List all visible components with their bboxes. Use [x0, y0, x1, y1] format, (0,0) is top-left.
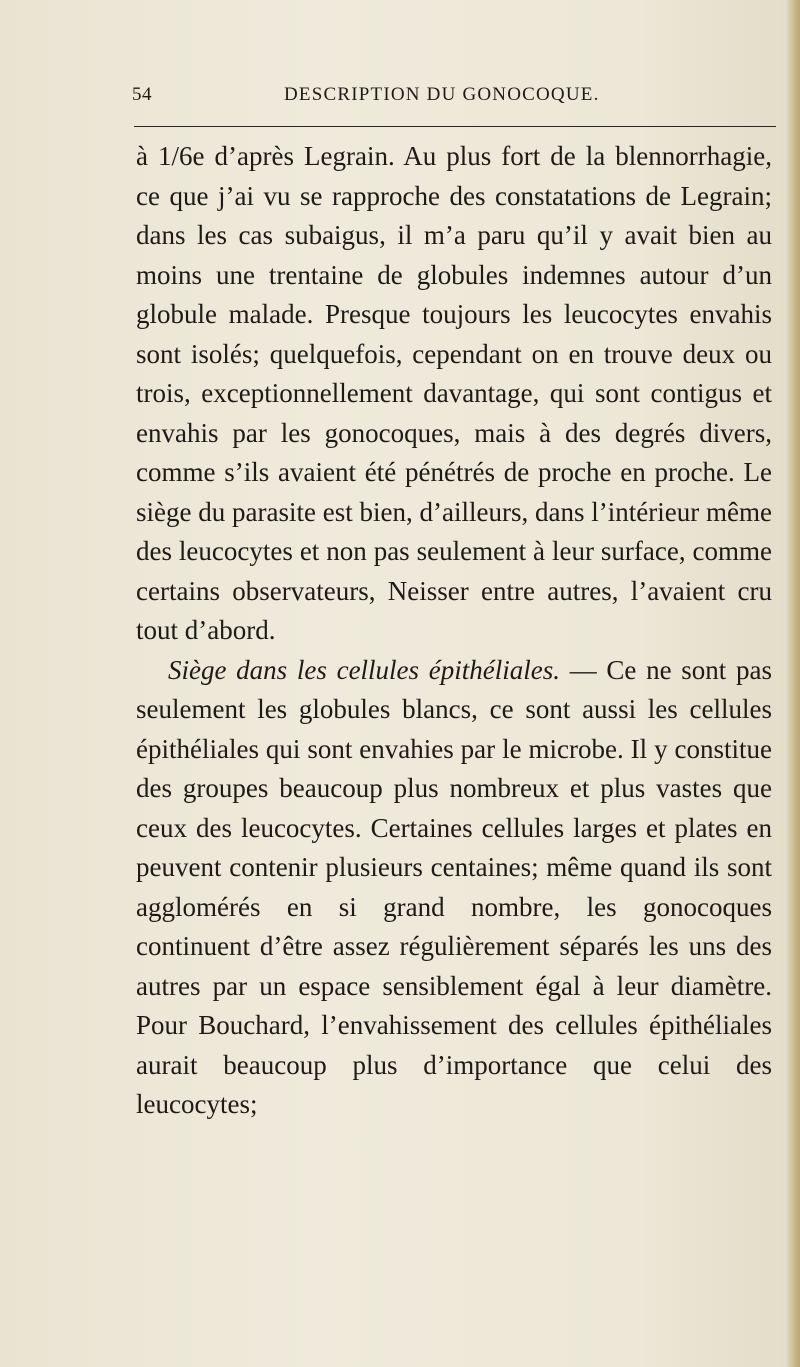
paragraph-text: — Ce ne sont pas seulement les globules blancs, ce sont aussi les cellules épithéliales qui sont envahies par le microbe. Il y constitue des groupes beaucoup plus nombreux et plus vastes que ceux des leucocytes. Certaines cellules larges et plates en peuvent contenir plusieurs centaines; même quand ils sont agglomérés en si grand nombre, les gonocoques continuent d’être assez régulièrement séparés les uns des autres par un espace sensiblement égal à leur diamètre. Pour Bouchard, l’envahissement des cellules épithéliales aurait beaucoup plus d’importance que celui des leucocytes;: [136, 654, 772, 1119]
page-header: [132, 84, 776, 114]
paragraph-text: à 1/6e d’après Legrain. Au plus fort de la blennorrhagie, ce que j’ai vu se rapproche des constatations de Legrain; dans les cas subaigus, il m’a paru qu’il y avait bien au moins une trentaine de globules indemnes autour d’un globule malade. Presque toujours les leucocytes envahis sont isolés; quelquefois, cependant on en trouve deux ou trois, exceptionnellement davantage, qui sont contigus et envahis par les gonocoques, mais à des degrés divers, comme s’ils avaient été pénétrés de proche en proche. Le siège du parasite est bien, d’ailleurs, dans l’intérieur même des leucocytes et non pas seulement à leur surface, comme certains observateurs, Neisser entre autres, l’avaient cru tout d’abord.: [136, 141, 772, 645]
header-rule: [134, 126, 776, 127]
section-heading: Siège dans les cellules épithéliales.: [168, 654, 560, 685]
page-edge-shadow: [786, 0, 800, 1367]
body-text: [136, 137, 772, 1125]
paragraph-continuation: [136, 137, 772, 651]
paragraph-epithelial-cells: [136, 651, 772, 1125]
page-number: 54: [132, 84, 152, 105]
running-title: DESCRIPTION DU GONOCOQUE.: [284, 84, 600, 105]
